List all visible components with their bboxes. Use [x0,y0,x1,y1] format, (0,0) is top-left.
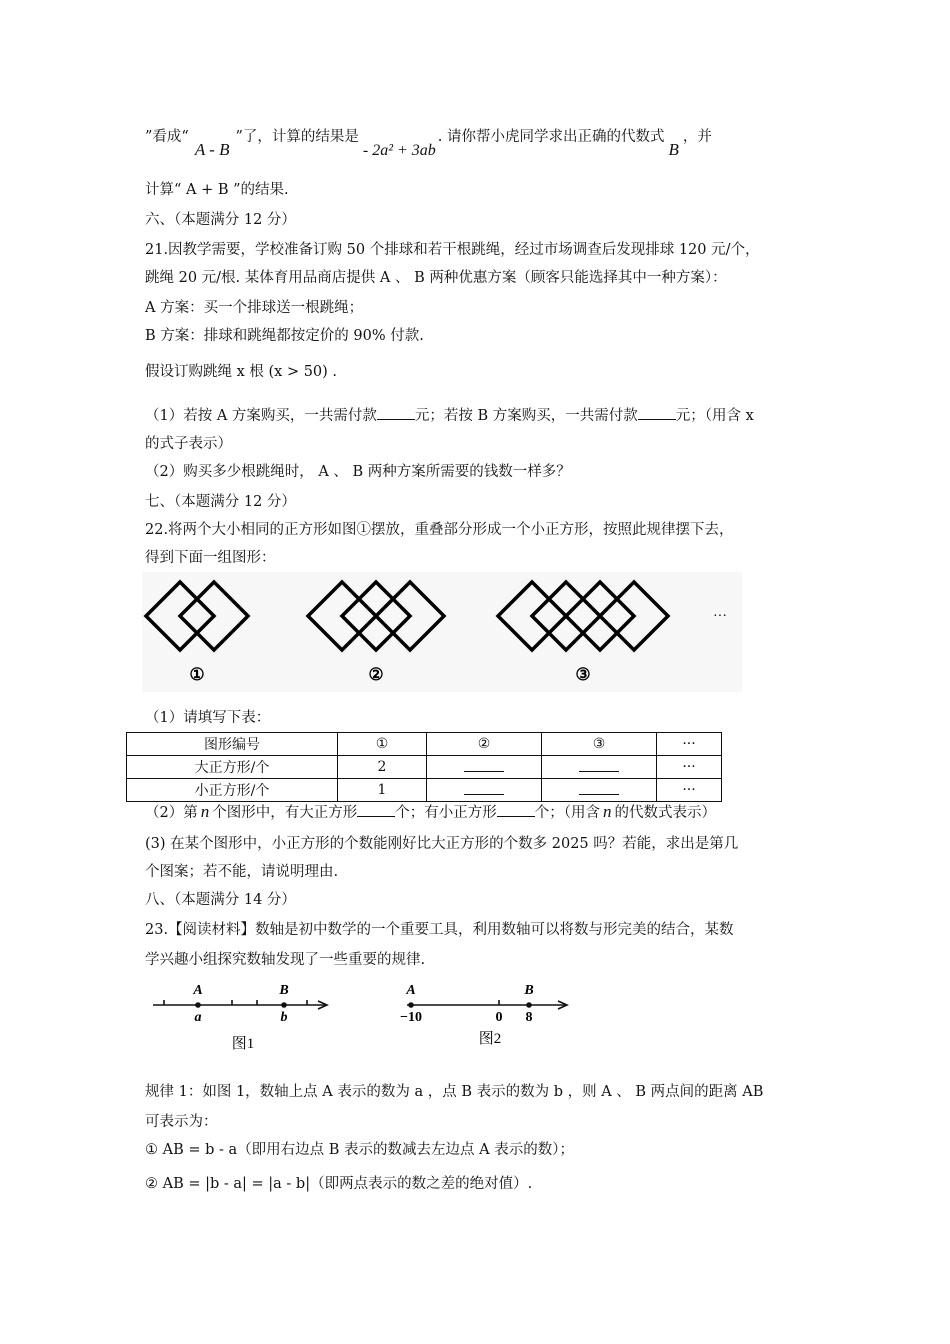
table-header: ③ [542,733,657,756]
table-cell: 2 [338,756,427,779]
q21-part1-line-2: 的式子表示） [145,436,232,452]
q22-line-2: 得到下面一组图形： [145,550,276,566]
fig1-caption: 图1 [231,1036,255,1052]
q21-line-2: 跳绳 20 元/根. 某体育用品商店提供 A 、 B 两种优惠方案（顾客只能选择其中一种方案）： [145,270,727,286]
expr-b: B [668,140,679,159]
section-7-header: 七、（本题满分 12 分） [145,494,296,510]
answer-blank [638,407,676,420]
var-n: n [200,802,210,821]
q23-line-1: 23.【阅读材料】数轴是初中数学的一个重要工具，利用数轴可以将数与形完美的结合，某数 [145,922,734,938]
q21-line-1: 21.因教学需要，学校准备订购 50 个排球和若干根跳绳，经过市场调查后发现排球 120 元/个， [145,242,760,258]
number-line-fig2 [407,1001,567,1009]
fig-label-2: ② [368,665,384,684]
intro-line-2: 计算“ A + B ”的结果. [145,182,289,198]
p2-text-a: （2）第 [145,805,198,821]
table-header: 图形编号 [127,733,338,756]
table-cell: 1 [338,779,427,802]
table-header-row [127,733,722,756]
label-b: b [280,1010,288,1025]
intro-text-a: ”看成“ [145,129,189,145]
p2-text-c: 个；有小正方形 [395,805,497,821]
tick-label-0: 0 [495,1010,503,1025]
answer-blank [497,804,535,817]
fig-ellipsis: ··· [713,609,727,624]
p2-text-d: 个；（用含 [534,805,600,821]
q22-part3-line-2: 个图案；若不能，请说明理由. [145,864,339,880]
section-8-header: 八、（本题满分 14 分） [145,892,296,908]
p2-text-e: 的代数式表示） [614,805,716,821]
squares-figure [142,572,742,692]
table-cell: ··· [657,756,722,779]
table-header: ② [427,733,542,756]
fig2-caption: 图2 [478,1031,502,1047]
rule-item-1: ① AB = b - a（即用右边点 B 表示的数减去左边点 A 表示的数）； [145,1142,574,1158]
q22-line-1: 22.将两个大小相同的正方形如图①摆放，重叠部分形成一个小正方形，按照此规律摆下去， [145,522,734,538]
q22-part3-line-1: (3) 在某个图形中，小正方形的个数能刚好比大正方形的个数多 2025 吗？若能，求出是第几 [145,836,739,852]
table-cell-blank [542,756,657,779]
section-6-header: 六、（本题满分 12 分） [145,212,296,228]
table-row [127,779,722,802]
p2-text-b: 个图形中，有大正方形 [212,805,358,821]
tick-label-neg10: −10 [400,1010,422,1025]
answer-blank [357,804,395,817]
rule1-line-2: 可表示为： [145,1114,218,1130]
result-expression: - 2a² + 3ab [362,142,436,159]
table-cell-blank [427,779,542,802]
q21-part1-line-1 [145,406,754,426]
table-cell-blank [542,779,657,802]
number-line-fig1 [153,1000,327,1009]
plan-b: B 方案：排球和跳绳都按定价的 90% 付款. [145,328,424,344]
point-A-fig2 [408,1002,414,1008]
p1-text-b: 元；若按 B 方案购买，一共需付款 [414,408,638,424]
q22-part2 [145,802,716,823]
var-n: n [602,802,612,821]
intro-text-b: ”了，计算的结果是 [235,129,359,145]
assume-line: 假设订购跳绳 x 根 (x > 50) . [145,364,338,380]
p1-text-c: 元；（用含 x [675,408,754,424]
label-B-fig2: B [524,983,534,998]
tick-label-8: 8 [525,1010,533,1025]
table-header: ① [338,733,427,756]
intro-text-c: . 请你帮小虎同学求出正确的代数式 [437,129,665,145]
table-cell-blank [427,756,542,779]
fig-label-3: ③ [575,665,591,684]
label-A-fig1: A [193,983,203,998]
number-line-figures [145,975,595,1055]
point-b [281,1002,287,1008]
rule1-line-1: 规律 1：如图 1，数轴上点 A 表示的数为 a ，点 B 表示的数为 b ，则 A 、 B 两点间的距离 AB [145,1084,764,1100]
table-header: ··· [657,733,722,756]
point-B-fig2 [526,1002,532,1008]
p1-text-a: （1）若按 A 方案购买，一共需付款 [145,408,377,424]
label-B-fig1: B [279,983,289,998]
intro-line-1 [145,126,712,159]
fill-table [126,732,722,802]
point-a [195,1002,201,1008]
table-row [127,756,722,779]
rule-item-2: ② AB = |b - a| = |a - b|（即两点表示的数之差的绝对值）. [145,1176,533,1192]
intro-text-d: ，并 [682,129,712,145]
fig-label-1: ① [189,665,205,684]
expr-a-minus-b: A - B [194,140,230,159]
plan-a: A 方案：买一个排球送一根跳绳； [145,300,364,316]
q21-part2: （2）购买多少根跳绳时， A 、 B 两种方案所需要的钱数一样多？ [145,464,571,480]
table-cell: 小正方形/个 [127,779,338,802]
answer-blank [377,407,415,420]
q22-part1: （1）请填写下表： [145,710,271,726]
table-cell: ··· [657,779,722,802]
label-a: a [194,1010,202,1025]
q23-line-2: 学兴趣小组探究数轴发现了一些重要的规律. [145,952,426,968]
table-cell: 大正方形/个 [127,756,338,779]
label-A-fig2: A [406,983,416,998]
